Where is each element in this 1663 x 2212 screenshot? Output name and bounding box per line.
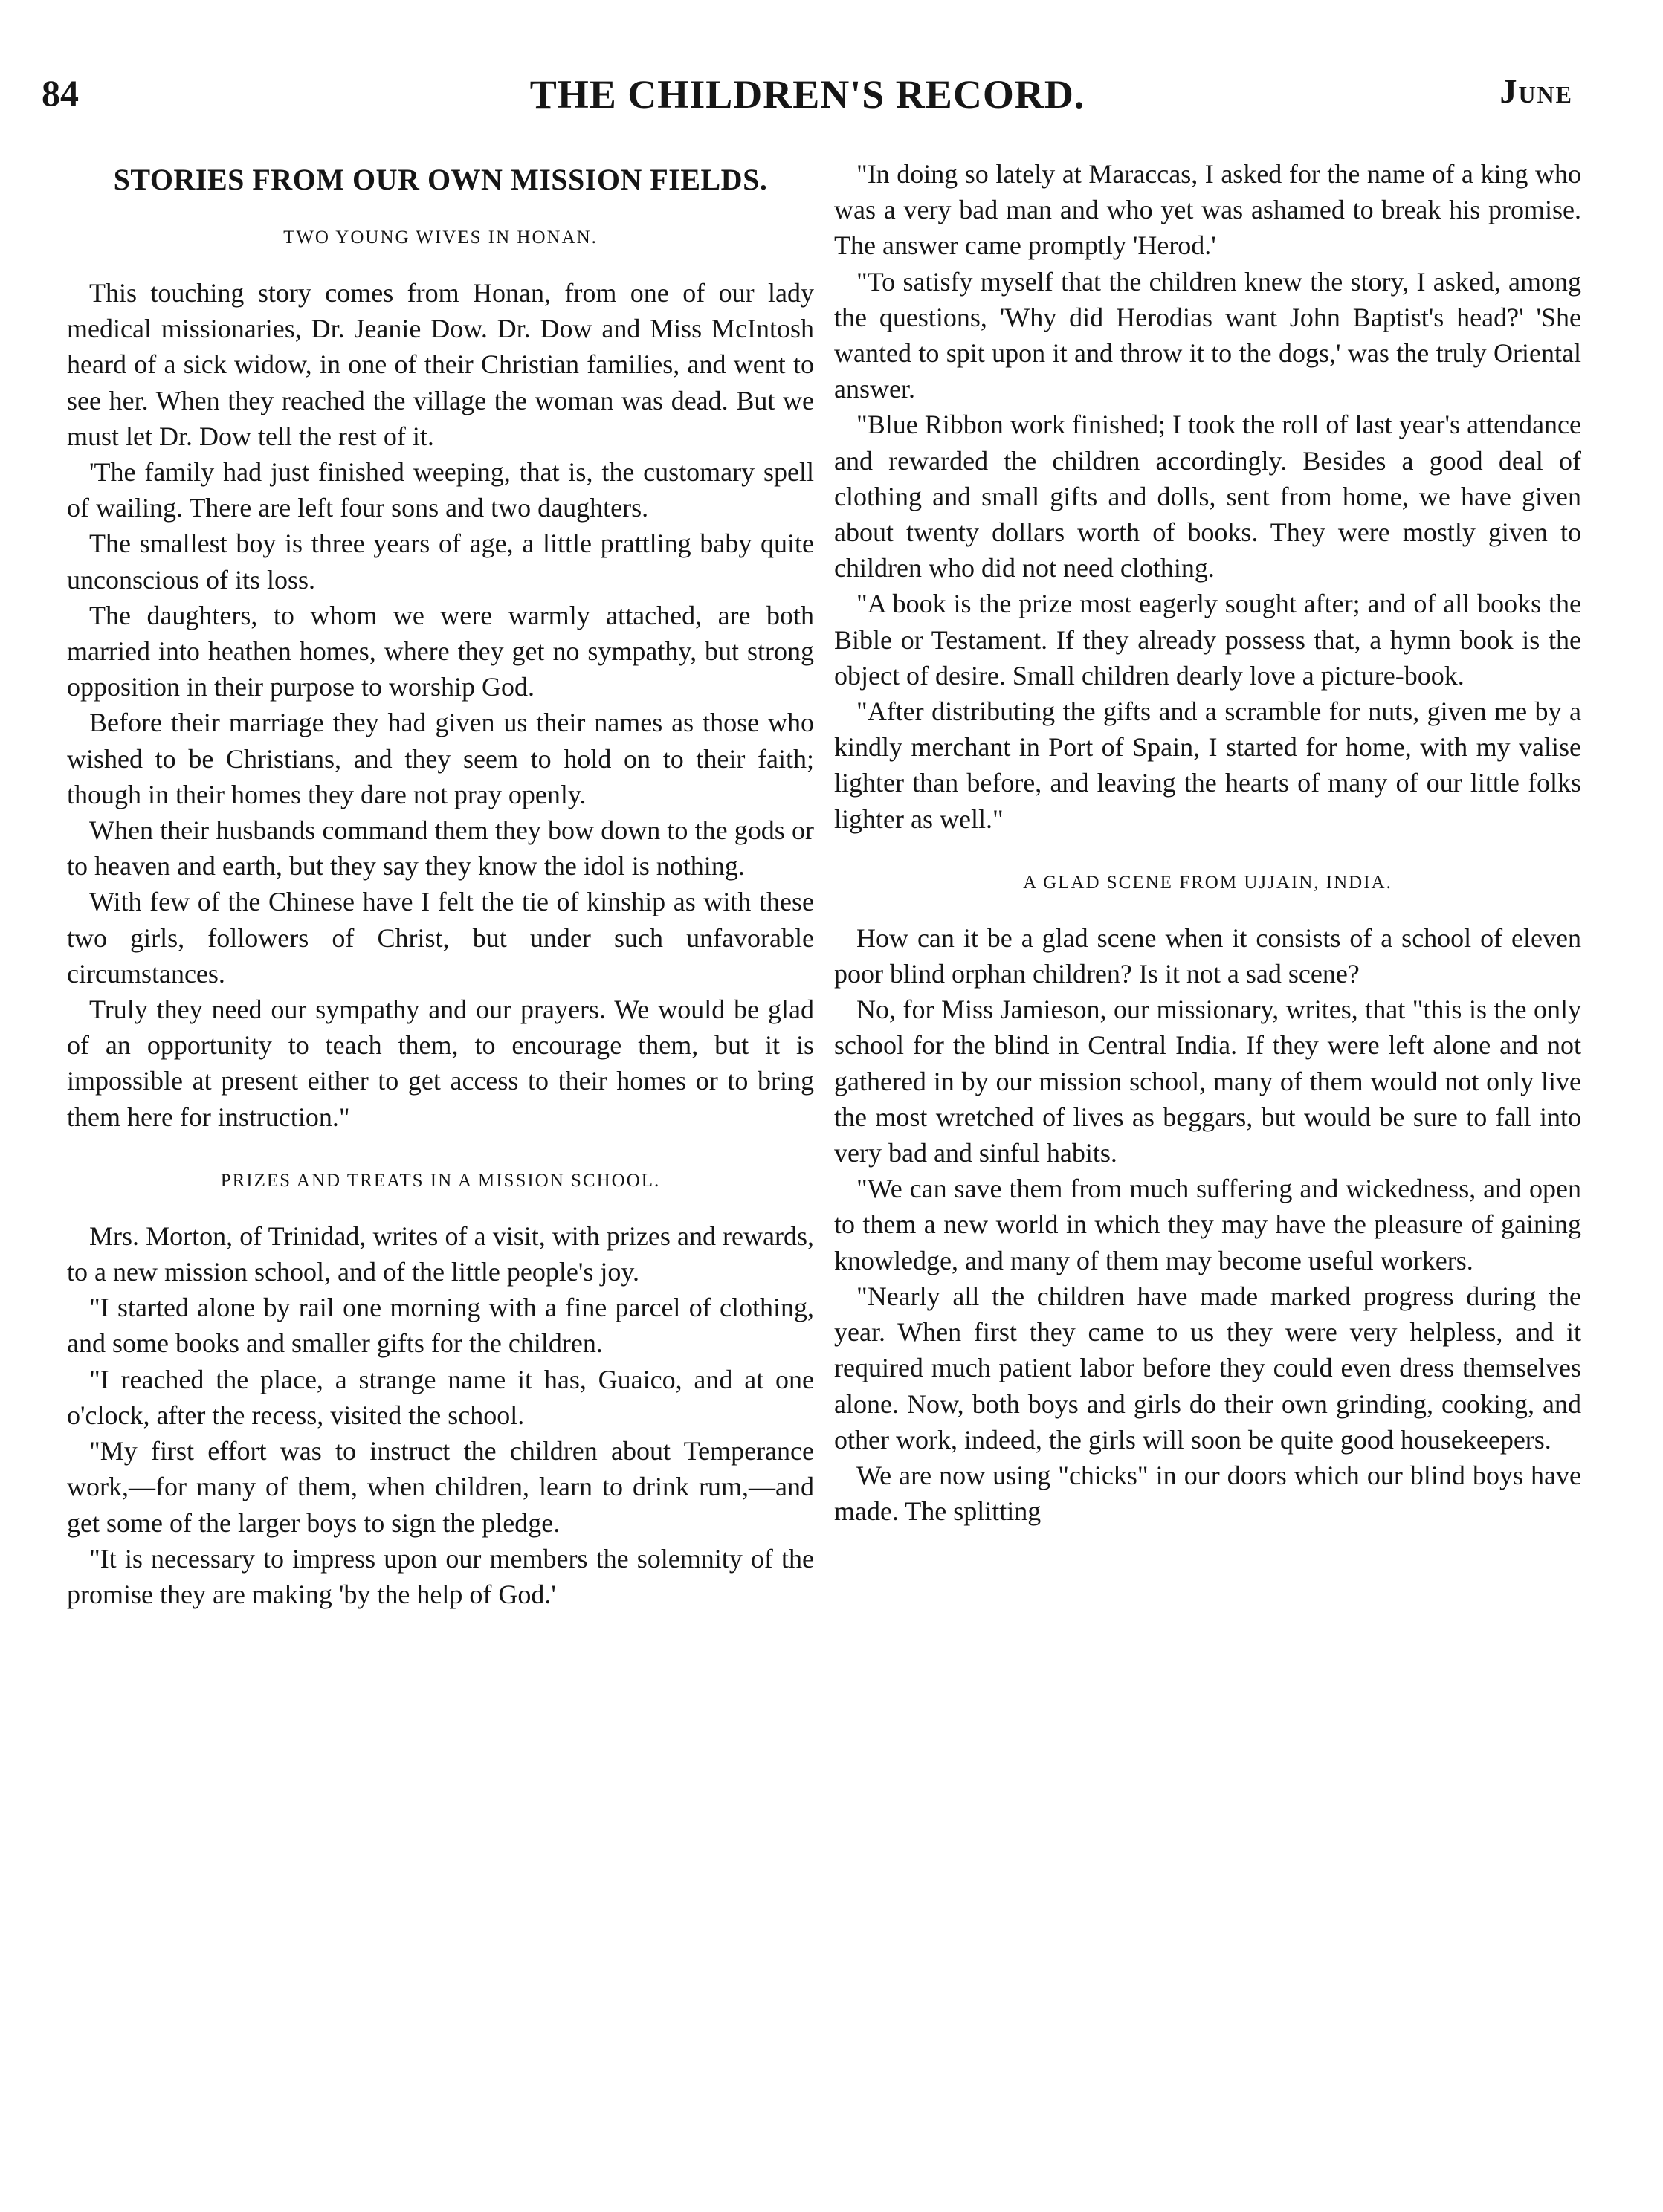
paragraph: No, for Miss Jamieson, our missionary, writes, that "this is the only school for the blind in Central India. If they were left alone and not gathered in by our mission school, many of them would not only live the most wretched of lives as beggars, but would be sure to fall into very bad and sinful habits. [834, 995, 1581, 1168]
paragraph: 'The family had just finished weeping, that is, the customary spell of wailing. There are left four sons and two daughters. [67, 457, 814, 523]
page-number: 84 [42, 72, 79, 114]
left-column [67, 161, 814, 1612]
story-body-ujjain [834, 920, 1581, 1529]
paragraph: "We can save them from much suffering and wickedness, and open to them a new world in which they may have the pleasure of gaining knowledge, and many of them may become useful workers. [834, 1174, 1581, 1275]
story-body-honan [67, 275, 814, 1135]
paragraph: The smallest boy is three years of age, a little prattling baby quite unconscious of its loss. [67, 528, 814, 595]
story-title-mission-school: PRIZES AND TREATS IN A MISSION SCHOOL. [220, 1170, 661, 1191]
paragraph: "Blue Ribbon work finished; I took the roll of last year's attendance and rewarded the children accordingly. Besides a good deal of clothing and small gifts and dolls, sent from home, we have given about twenty dollars worth of books. They were mostly given to children who did not need clothing. [834, 410, 1581, 583]
story-title-ujjain: A GLAD SCENE FROM UJJAIN, INDIA. [1023, 872, 1392, 893]
paragraph: "After distributing the gifts and a scramble for nuts, given me by a kindly merchant in Port of Spain, I started for home, with my valise lighter than before, and leaving the hearts of many of our little folks lighter as well." [834, 696, 1581, 834]
paragraph: "A book is the prize most eagerly sought after; and of all books the Bible or Testament. If they already possess that, a hymn book is the object of desire. Small children dearly love a picture-book. [834, 589, 1581, 691]
paragraph: This touching story comes from Honan, from one of our lady medical missionaries, Dr. Jeanie Dow. Dr. Dow and Miss McIntosh heard of a sick widow, in one of their Christian families, and went to see her. When they reached the village the woman was dead. But we must let Dr. Dow tell the rest of it. [67, 278, 814, 451]
right-column [834, 156, 1581, 1529]
story-title-honan: TWO YOUNG WIVES IN HONAN. [283, 227, 598, 248]
section-title: STORIES FROM OUR OWN MISSION FIELDS. [113, 163, 768, 196]
page-header [42, 71, 1573, 131]
paragraph: "My first effort was to instruct the children about Temperance work,—for many of them, when children, learn to drink rum,—and get some of the larger boys to sign the pledge. [67, 1436, 814, 1538]
paragraph: How can it be a glad scene when it consists of a school of eleven poor blind orphan children? Is it not a sad scene? [834, 922, 1581, 989]
paragraph: "It is necessary to impress upon our members the solemnity of the promise they are making 'by the help of God.' [67, 1543, 814, 1609]
paragraph: Truly they need our sympathy and our prayers. We would be glad of an opportunity to teach them, to encourage them, but it is impossible at present either to get access to their homes or to bring them here for instruction." [67, 995, 814, 1132]
paragraph: When their husbands command them they bow down to the gods or to heaven and earth, but they say they know the idol is nothing. [67, 815, 814, 882]
paragraph: "Nearly all the children have made marked progress during the year. When first they came to us they were very helpless, and it required much patient labor before they could even dress themselves alone. Now, both boys and girls do their own grinding, cooking, and other work, indeed, the girls will soon be quite good housekeepers. [834, 1281, 1581, 1455]
story-body-mission-school-continued [834, 156, 1581, 837]
issue-month: June [1499, 72, 1573, 110]
paragraph: "To satisfy myself that the children knew the story, I asked, among the questions, 'Why did Herodias want John Baptist's head?' 'She wanted to spit upon it and throw it to the dogs,' was the truly Oriental answer. [834, 266, 1581, 404]
paragraph: Mrs. Morton, of Trinidad, writes of a visit, with prizes and rewards, to a new mission school, and of the little people's joy. [67, 1220, 814, 1287]
story-body-mission-school [67, 1218, 814, 1612]
paragraph: The daughters, to whom we were warmly attached, are both married into heathen homes, where they get no sympathy, but strong opposition in their purpose to worship God. [67, 600, 814, 702]
paragraph: "In doing so lately at Maraccas, I asked for the name of a king who was a very bad man and who yet was ashamed to break his promise. The answer came promptly 'Herod.' [834, 159, 1581, 261]
paragraph: Before their marriage they had given us their names as those who wished to be Christians, and they seem to hold on to their faith; though in their homes they dare not pray openly. [67, 708, 814, 809]
paragraph: With few of the Chinese have I felt the tie of kinship as with these two girls, followers of Christ, but under such unfavorable circumstances. [67, 887, 814, 989]
running-title: THE CHILDREN'S RECORD. [529, 72, 1085, 117]
paragraph: "I reached the place, a strange name it has, Guaico, and at one o'clock, after the recess, visited the school. [67, 1364, 814, 1430]
paragraph: We are now using "chicks" in our doors which our blind boys have made. The splitting [834, 1460, 1581, 1527]
paragraph: "I started alone by rail one morning with a fine parcel of clothing, and some books and smaller gifts for the children. [67, 1293, 814, 1359]
